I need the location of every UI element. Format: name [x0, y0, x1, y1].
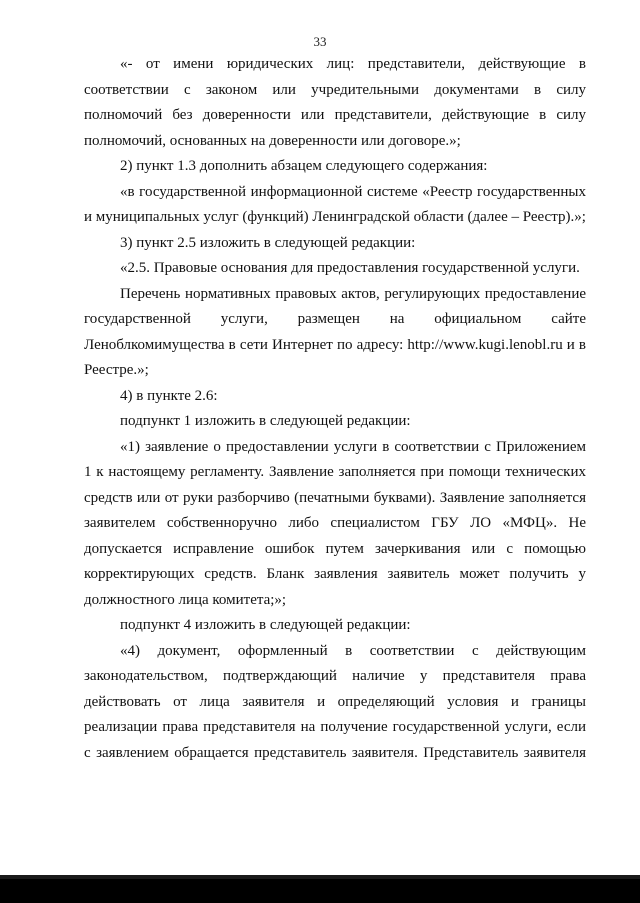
paragraph-application-form: «1) заявление о предоставлении услуги в соответствии с Приложением 1 к настоящему регламенту. Заявление заполняется при помощи технических средств или от руки разборчиво (печатными буквами). Заявление заполняется заявителем собственноручно либо специалистом ГБУ ЛО «МФЦ». Не допускается исправление ошибок путем зачеркивания или с помощью корректирующих средств. Бланк заявления заявитель может получить у должностного лица комитета;»;	[84, 438, 586, 608]
paragraph-representative-document: «4) документ, оформленный в соответствии с действующим законодательством, подтверждающий наличие у представителя права действовать от лица заявителя и определяющий условия и границы реализации права представителя на получение государственной услуги, если с заявлением обращается представитель заявителя. Представитель заявителя	[84, 642, 586, 761]
paragraph-subitem-1-intro: подпункт 1 изложить в следующей редакции:	[120, 413, 411, 429]
paragraph-item-3: 3) пункт 2.5 изложить в следующей редакции:	[120, 234, 416, 251]
paragraph-subitem-4-intro: подпункт 4 изложить в следующей редакции:	[120, 617, 411, 633]
document-body	[84, 52, 586, 766]
page-number: 33	[313, 34, 327, 49]
paragraph-legal-acts-list: Перечень нормативных правовых актов, регулирующих предоставление государственной услуги, размещен на официальном сайте Леноблкомимущества в сети Интернет по адресу: http://www.kugi.lenobl.ru и в Реестре.»;	[84, 285, 586, 378]
scan-bottom-edge	[0, 875, 640, 903]
paragraph-registry-quote: «в государственной информационной системе «Реестр государственных и муниципальных услуг (функций) Ленинградской области (далее – Реестр).»;	[84, 183, 586, 225]
paragraph-item-4: 4) в пункте 2.6:	[120, 387, 218, 404]
paragraph-representatives: «- от имени юридических лиц: представители, действующие в соответствии с законом или учредительными документами в силу полномочий без доверенности или представители, действующие в силу полномочий, основанных на доверенности или договоре.»;	[84, 56, 586, 149]
paragraph-item-2: 2) пункт 1.3 дополнить абзацем следующего содержания:	[120, 158, 488, 174]
scan-edge-line	[0, 875, 640, 879]
paragraph-legal-basis-heading: «2.5. Правовые основания для предоставления государственной услуги.	[120, 260, 580, 276]
